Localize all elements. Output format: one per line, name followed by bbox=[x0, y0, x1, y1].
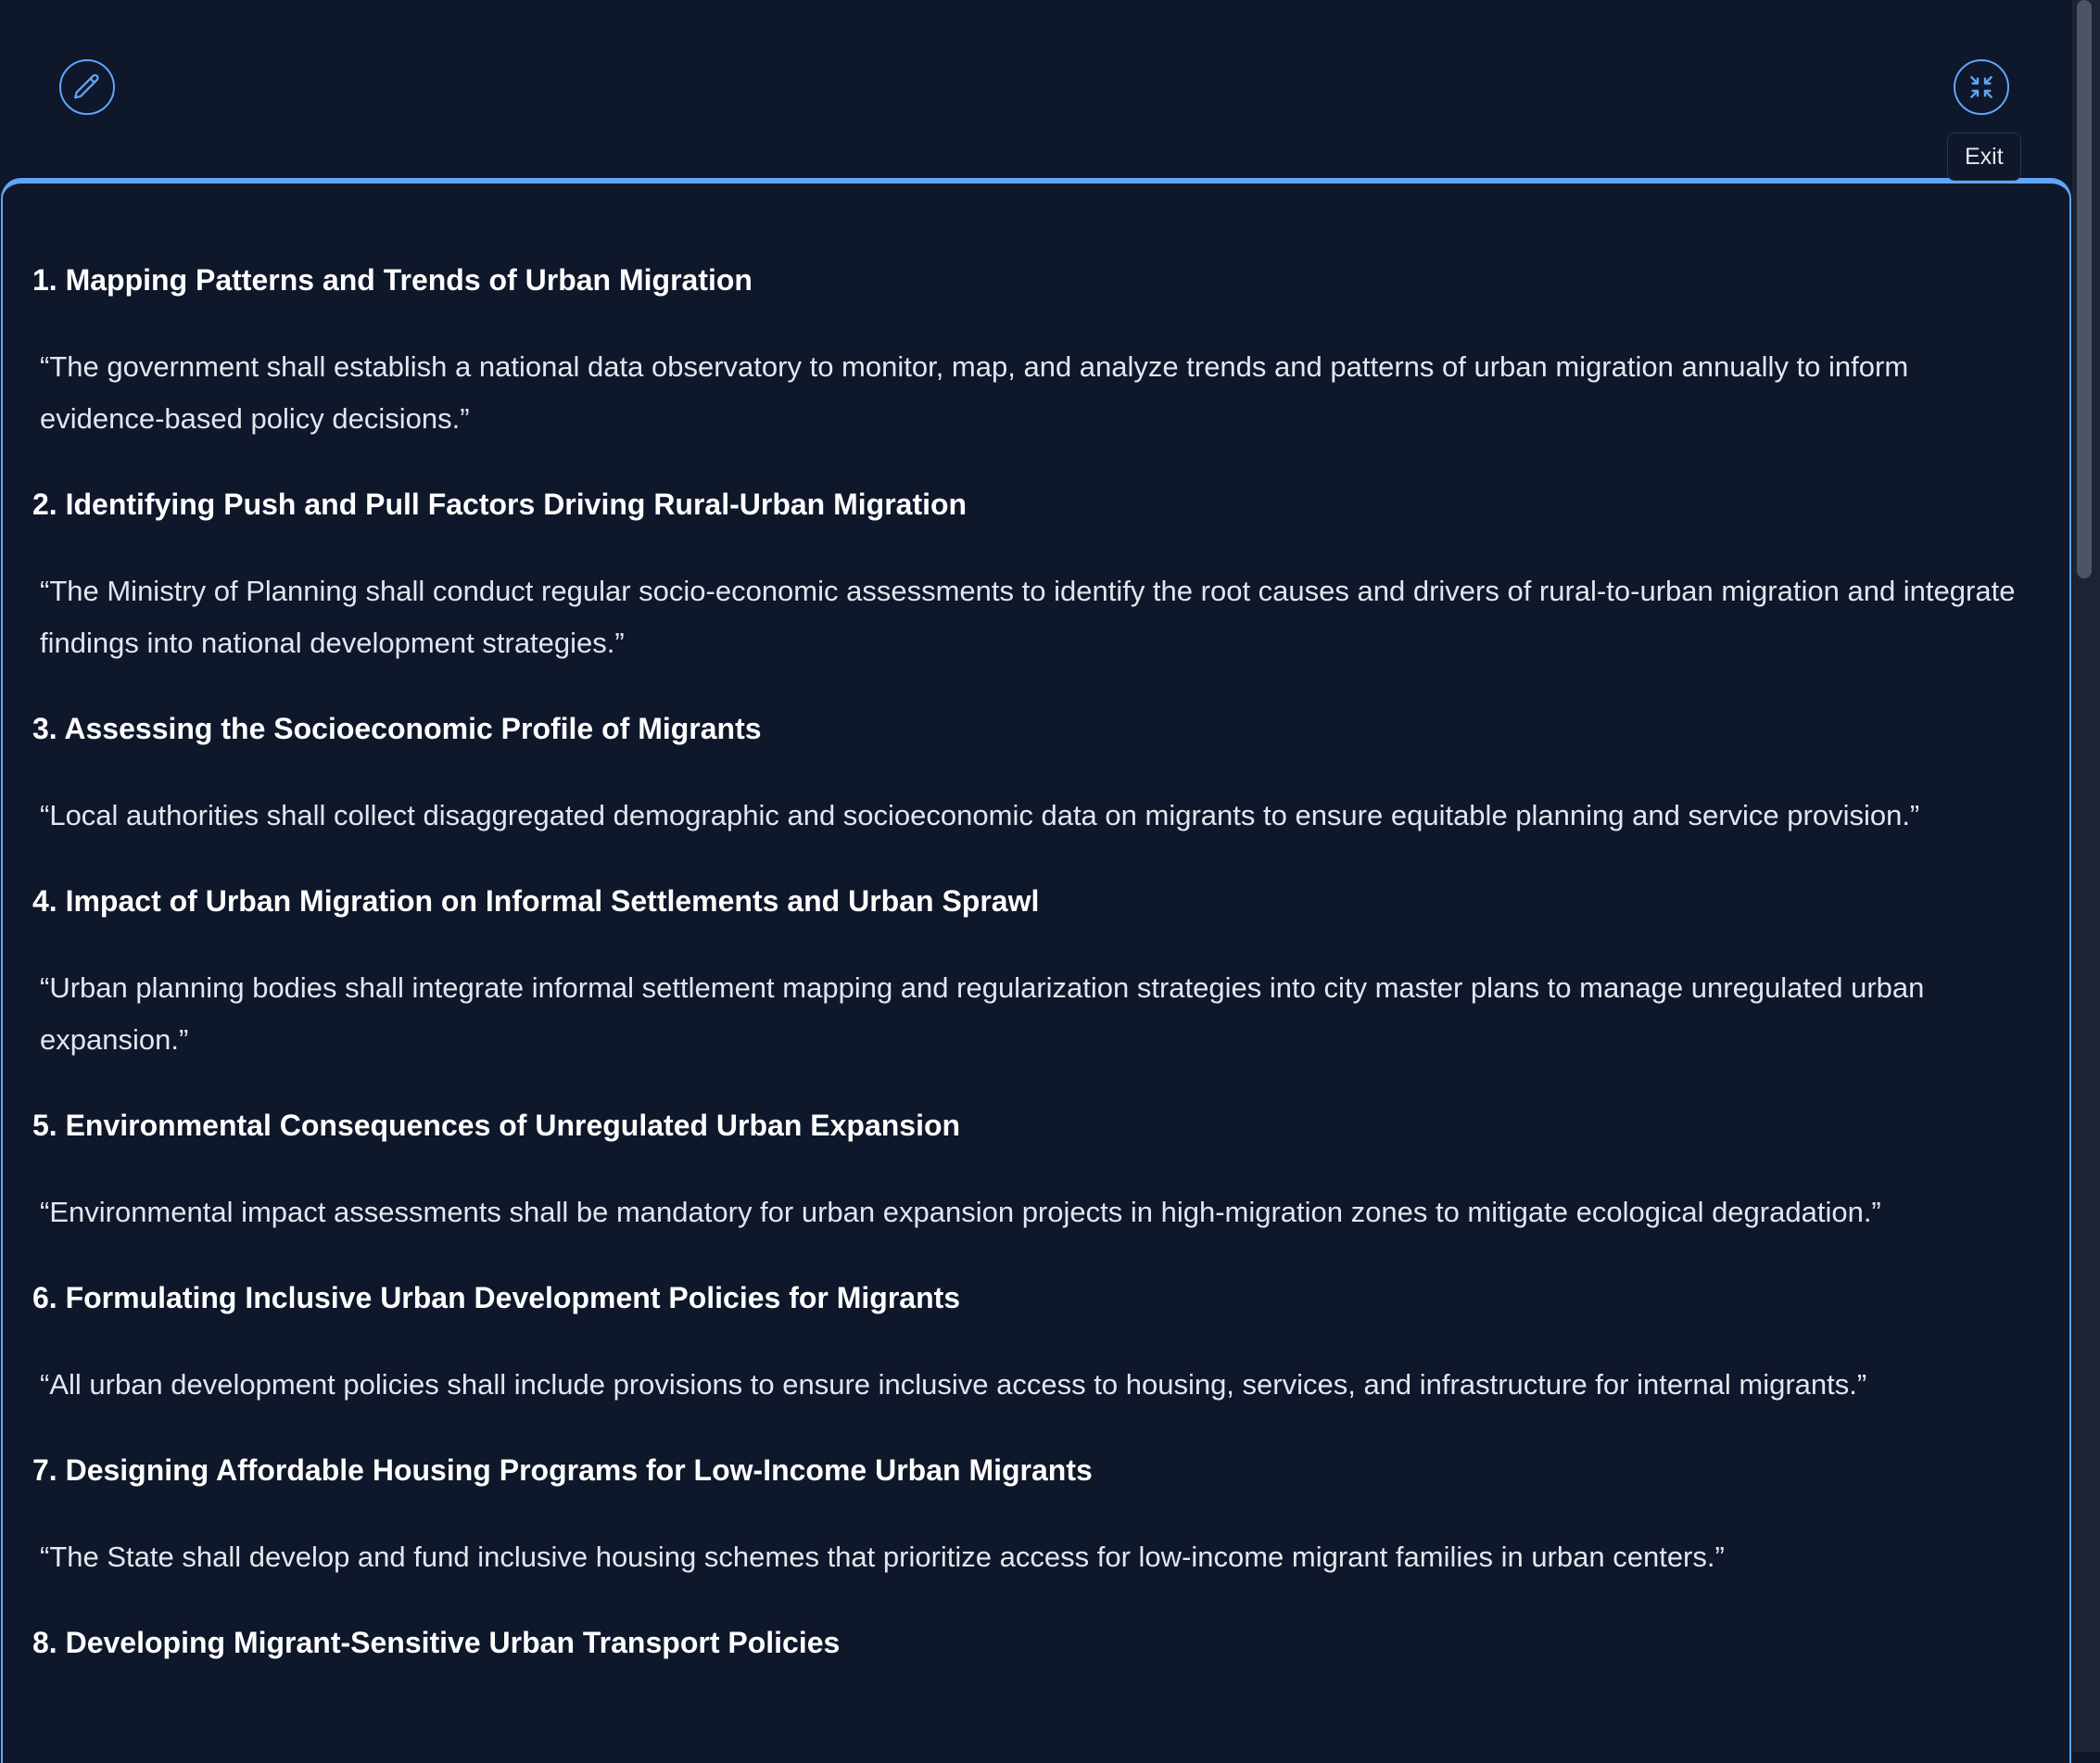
section-heading: 1. Mapping Patterns and Trends of Urban Migration bbox=[32, 263, 753, 297]
section-heading: 4. Impact of Urban Migration on Informal Settlements and Urban Sprawl bbox=[32, 884, 1040, 918]
section bbox=[32, 706, 2038, 842]
section bbox=[32, 1620, 2038, 1665]
exit-tooltip: Exit bbox=[1947, 133, 2021, 181]
section-text: “The Ministry of Planning shall conduct regular socio-economic assessments to identify the root causes and drivers of rural-to-urban migration and integrate findings into national development strategies.” bbox=[40, 575, 2016, 659]
section-text: “Urban planning bodies shall integrate informal settlement mapping and regularization strategies into city master plans to manage unregulated urban expansion.” bbox=[40, 971, 1925, 1056]
section bbox=[32, 258, 2038, 445]
section-text: “Environmental impact assessments shall be mandatory for urban expansion projects in high-migration zones to mitigate ecological degradation.” bbox=[40, 1196, 1881, 1228]
section-heading: 6. Formulating Inclusive Urban Development Policies for Migrants bbox=[32, 1281, 961, 1314]
section-heading: 3. Assessing the Socioeconomic Profile of Migrants bbox=[32, 712, 762, 745]
section-text: “The government shall establish a national data observatory to monitor, map, and analyze trends and patterns of urban migration annually to inform evidence-based policy decisions.” bbox=[40, 350, 1909, 435]
section-heading: 7. Designing Affordable Housing Programs for Low-Income Urban Migrants bbox=[32, 1453, 1093, 1487]
section bbox=[32, 879, 2038, 1066]
document-panel bbox=[1, 178, 2071, 1763]
section-text: “Local authorities shall collect disaggregated demographic and socioeconomic data on migrants to ensure equitable planning and service provision.” bbox=[40, 799, 1920, 831]
scrollbar-thumb[interactable] bbox=[2077, 0, 2092, 578]
exit-button[interactable] bbox=[1954, 59, 2009, 115]
document-content bbox=[3, 184, 2069, 1665]
pencil-icon bbox=[71, 71, 103, 103]
section bbox=[32, 1448, 2038, 1583]
collapse-arrows-icon bbox=[1967, 72, 1996, 102]
section-text: “All urban development policies shall include provisions to ensure inclusive access to housing, services, and infrastructure for internal migrants.” bbox=[40, 1368, 1867, 1401]
section-text: “The State shall develop and fund inclusive housing schemes that prioritize access for low-income migrant families in urban centers.” bbox=[40, 1541, 1725, 1573]
section bbox=[32, 1275, 2038, 1411]
section bbox=[32, 1103, 2038, 1238]
section bbox=[32, 482, 2038, 669]
edit-button[interactable] bbox=[59, 59, 115, 115]
section-heading: 2. Identifying Push and Pull Factors Driving Rural-Urban Migration bbox=[32, 488, 968, 521]
section-heading: 8. Developing Migrant-Sensitive Urban Transport Policies bbox=[32, 1626, 841, 1659]
section-heading: 5. Environmental Consequences of Unregulated Urban Expansion bbox=[32, 1109, 961, 1142]
top-toolbar bbox=[0, 0, 2072, 178]
